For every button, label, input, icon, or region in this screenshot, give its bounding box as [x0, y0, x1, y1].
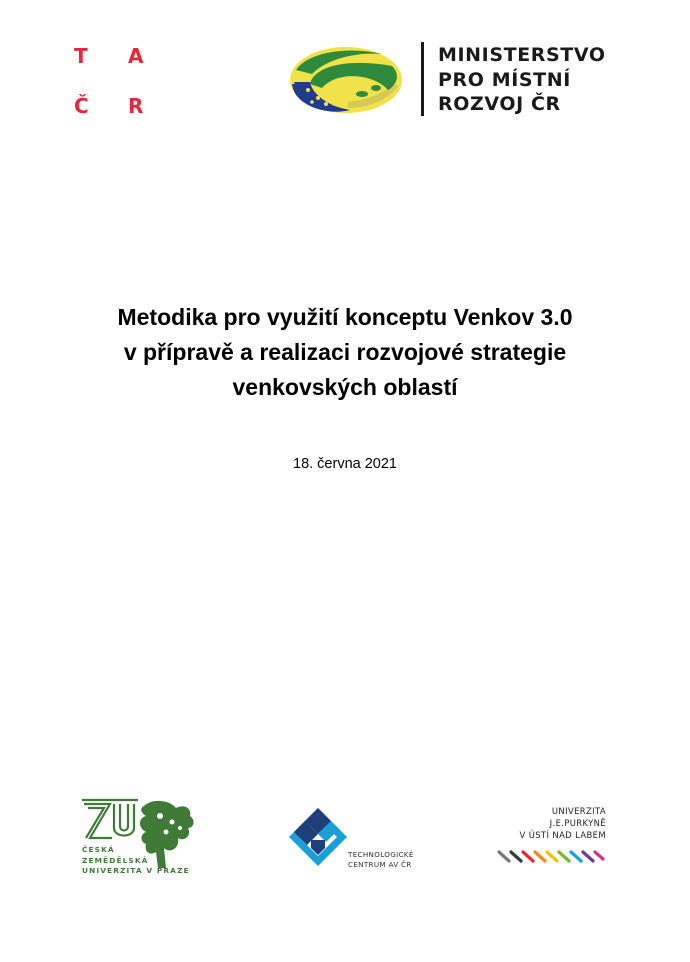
czu-line: UNIVERZITA V PRAZE [82, 866, 190, 875]
tacr-letter: R [128, 94, 144, 118]
tc-emblem-icon [287, 806, 349, 868]
czu-line: ČESKÁ [82, 845, 115, 854]
title-line: venkovských oblastí [232, 374, 458, 400]
mmr-emblem-icon [288, 44, 406, 116]
czu-logo-text [82, 845, 190, 877]
mmr-line: ROZVOJ ČR [438, 93, 561, 115]
mmr-line: MINISTERSTVO [438, 44, 606, 66]
tc-line: CENTRUM AV ČR [348, 860, 412, 869]
mmr-line: PRO MÍSTNÍ [438, 68, 571, 91]
tacr-letter: Č [74, 94, 89, 118]
tacr-letter: T [74, 44, 88, 68]
tc-logo-text [348, 850, 414, 870]
title-line: v přípravě a realizaci rozvojové strategie [123, 339, 567, 365]
ujep-line: V ÚSTÍ NAD LABEM [519, 830, 606, 840]
tacr-logo [72, 40, 162, 120]
czu-line: ZEMĚDĚLSKÁ [82, 855, 149, 865]
title-line: Metodika pro využití konceptu Venkov 3.0 [117, 304, 573, 330]
ujep-line: UNIVERZITA [551, 806, 606, 816]
ujep-stripes-icon [497, 846, 607, 866]
mmr-divider [421, 42, 424, 116]
mmr-logo-text [438, 43, 606, 117]
ujep-line: J.E.PURKYNĚ [549, 818, 606, 828]
tacr-letter: A [128, 44, 144, 68]
document-title [40, 300, 650, 405]
ujep-logo-text [520, 805, 606, 841]
document-date: 18. června 2021 [293, 456, 397, 472]
tc-line: TECHNOLOGICKÉ [348, 850, 414, 859]
